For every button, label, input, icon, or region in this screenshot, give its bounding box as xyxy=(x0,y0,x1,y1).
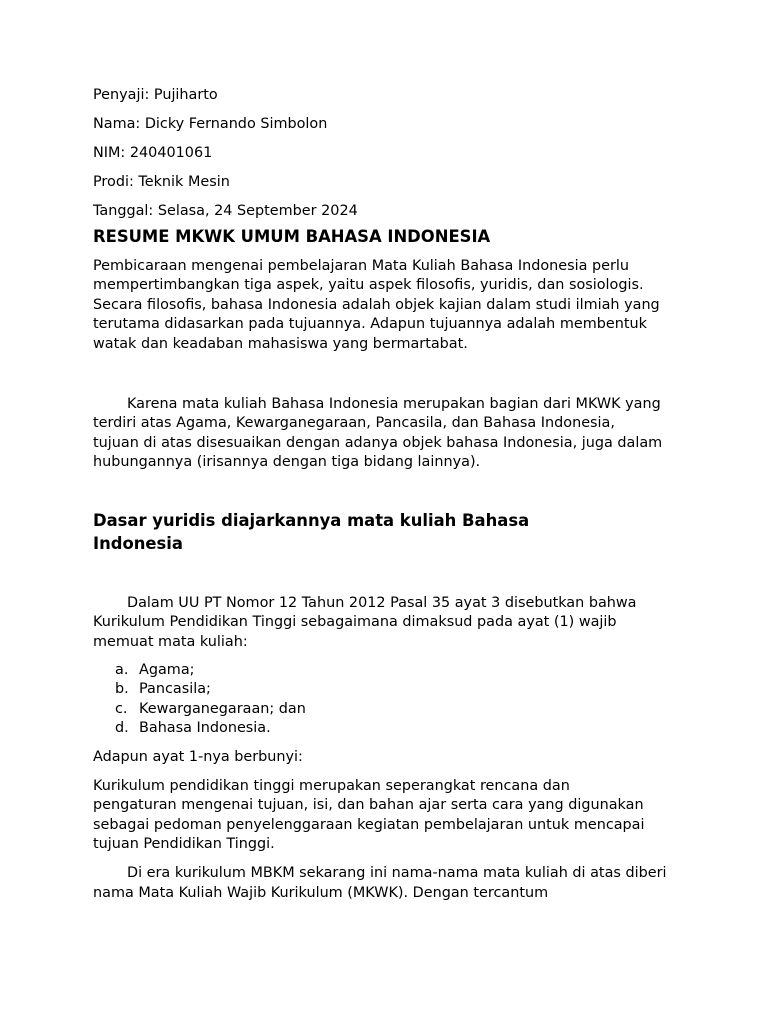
paragraph-philosophical: Pembicaraan mengenai pembelajaran Mata Kuliah Bahasa Indonesia perlu mempertimbangkan tiga aspek, yaitu aspek filosofis, yuridis, dan sosiologis. Secara filosofis, bahasa Indonesia adalah objek kajian dalam studi ilmiah yang terutama didasarkan pada tujuannya. Adapun tujuannya adalah membentuk watak dan keadaban mahasiswa yang bermartabat. xyxy=(93,257,660,352)
list-item xyxy=(93,719,683,739)
document-page xyxy=(93,86,683,903)
paragraph-ayat-intro: Adapun ayat 1-nya berbunyi: xyxy=(93,749,303,766)
paragraph-mkwk: Karena mata kuliah Bahasa Indonesia merupakan bagian dari MKWK yang terdiri atas Agama, Kewarganegaraan, Pancasila, dan Bahasa Indonesia, tujuan di atas disesuaikan dengan adanya objek bahasa Indonesia, juga dalam hubungannya (irisannya dengan tiga bidang lainnya). xyxy=(93,395,663,471)
paragraph-mbkm: Di era kurikulum MBKM sekarang ini nama-nama mata kuliah di atas diberi nama Mata Kuliah Wajib Kurikulum (MKWK). Dengan tercantum xyxy=(93,865,667,901)
list-item-text: Pancasila; xyxy=(139,681,211,698)
document-title: RESUME MKWK UMUM BAHASA INDONESIA xyxy=(93,226,491,246)
study-program-line: Prodi: Teknik Mesin xyxy=(93,173,230,190)
list-item xyxy=(93,680,683,700)
paragraph-curriculum-definition: Kurikulum pendidikan tinggi merupakan seperangkat rencana dan pengaturan mengenai tujuan, isi, dan bahan ajar serta cara yang digunakan sebagai pedoman penyelenggaraan kegiatan pembelajaran untuk mencapai tujuan Pendidikan Tinggi. xyxy=(93,777,645,853)
list-item-text: Agama; xyxy=(139,661,195,678)
course-list xyxy=(93,661,683,739)
list-item xyxy=(93,700,683,720)
list-item-text: Bahasa Indonesia. xyxy=(139,720,271,737)
name-line: Nama: Dicky Fernando Simbolon xyxy=(93,115,328,132)
date-line: Tanggal: Selasa, 24 September 2024 xyxy=(93,202,358,219)
list-marker: c. xyxy=(115,700,128,717)
section-heading-legal-basis: Dasar yuridis diajarkannya mata kuliah Bahasa Indonesia xyxy=(93,510,530,553)
nim-line: NIM: 240401061 xyxy=(93,144,213,161)
list-marker: d. xyxy=(115,720,129,737)
list-marker: a. xyxy=(115,661,129,678)
paragraph-uu-pt: Dalam UU PT Nomor 12 Tahun 2012 Pasal 35 ayat 3 disebutkan bahwa Kurikulum Pendidikan Tinggi sebagaimana dimaksud pada ayat (1) wajib memuat mata kuliah: xyxy=(93,594,637,651)
list-item-text: Kewarganegaraan; dan xyxy=(139,700,306,717)
list-marker: b. xyxy=(115,681,129,698)
list-item xyxy=(93,661,683,681)
presenter-line: Penyaji: Pujiharto xyxy=(93,87,218,103)
